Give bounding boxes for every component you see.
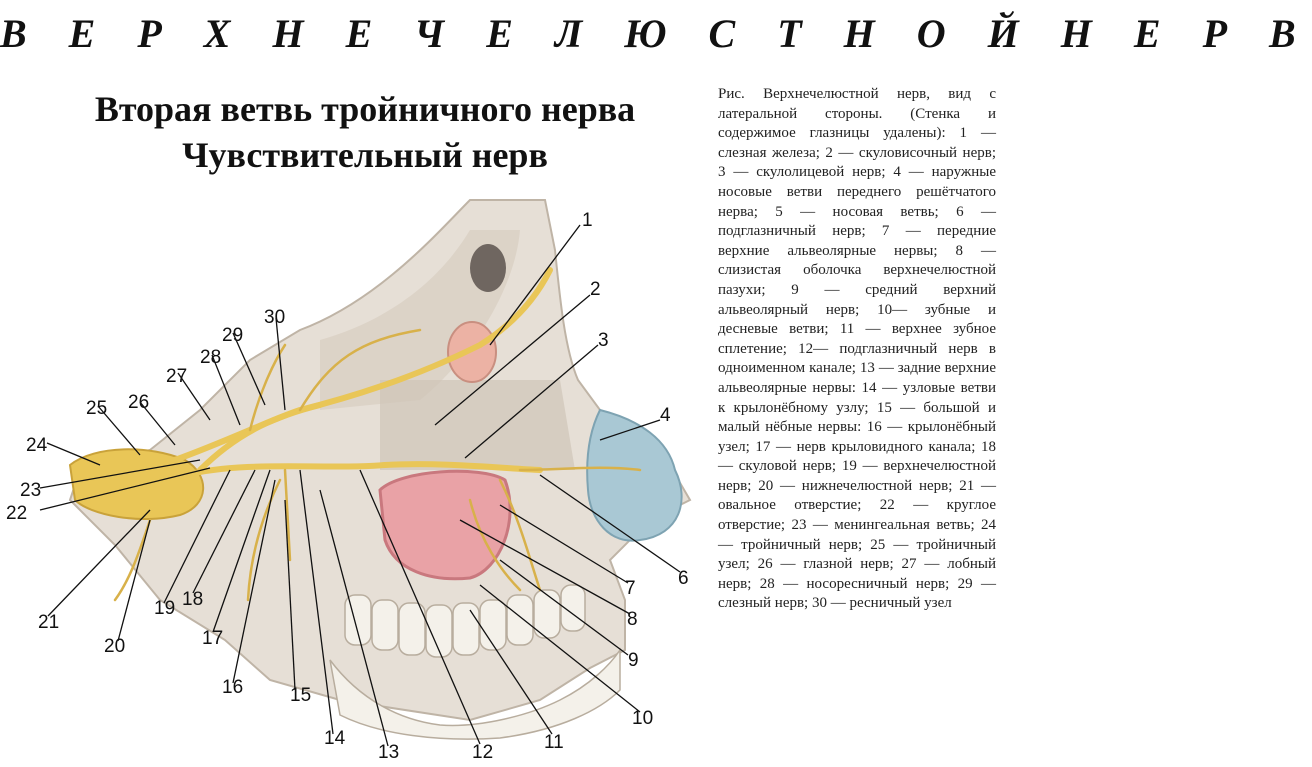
heading-line-2: Чувствительный нерв: [182, 135, 548, 175]
label-27: 27: [166, 366, 188, 387]
label-7: 7: [625, 578, 636, 599]
label-18: 18: [182, 589, 204, 610]
label-3: 3: [598, 330, 609, 351]
label-4: 4: [660, 405, 671, 426]
label-10: 10: [632, 708, 654, 729]
label-23: 23: [20, 480, 42, 501]
figure-caption: Рис. Верхнечелюстной нерв, вид с латеральной стороны. (Стенка и содержимое глазницы удалены): 1 — слезная железа; 2 — скуловисочный нерв; 3 — скулолицевой нерв; 4 — наружные носовые ветви переднего решётчатого нерва; 5 — носовая ветвь; 6 — подглазничный нерв; 7 — передние верхние альвеолярные нервы; 8 — слизистая оболочка верхнечелюстной пазухи; 9 — средний верхний альвеолярный нерв; 10— зубные и десневые ветви; 11 — верхнее зубное сплетение; 12— подглазничный нерв в одноименном канале; 13 — задние верхние альвеолярные нервы: 14 — узловые ветви к крылонёбному узлу; 15 — большой и малый нёбные нервы: 16 — крылонёбный узел; 17 — нерв крыловидного канала; 18 — скуловой нерв; 19 — верхнечелюстной нерв; 20 — нижнечелюстной нерв; 21 — овальное отверстие; 22 — круглое отверстие; 23 — менингеальная ветвь; 24 — тройничный нерв; 25 — тройничный узел; 26 — глазной нерв; 27 — лобный нерв; 28 — носоресничный нерв; 29 — слезный нерв; 30 — ресничный узел: [718, 86, 996, 612]
label-14: 14: [324, 728, 346, 749]
anatomical-figure: [0, 190, 710, 767]
label-30: 30: [264, 307, 286, 328]
label-1: 1: [582, 210, 593, 231]
label-29: 29: [222, 325, 244, 346]
label-25: 25: [86, 398, 108, 419]
label-20: 20: [104, 636, 126, 657]
label-21: 21: [38, 612, 60, 633]
label-6: 6: [678, 568, 689, 589]
label-24: 24: [26, 435, 48, 456]
label-15: 15: [290, 685, 312, 706]
label-8: 8: [627, 609, 638, 630]
maxillary-sinus: [380, 471, 510, 578]
label-2: 2: [590, 279, 601, 300]
label-19: 19: [154, 598, 176, 619]
label-16: 16: [222, 677, 244, 698]
banner-text: В Е Р Х Н Е Ч Е Л Ю С Т Н О Й Н Е Р В: [0, 11, 1312, 56]
label-12: 12: [472, 742, 494, 763]
label-17: 17: [202, 628, 224, 649]
label-13: 13: [378, 742, 400, 763]
label-28: 28: [200, 347, 222, 368]
nose: [587, 410, 681, 541]
label-26: 26: [128, 392, 150, 413]
slide-heading: [40, 86, 690, 178]
label-11: 11: [544, 732, 564, 753]
skull-illustration: [0, 190, 710, 767]
label-22: 22: [6, 503, 28, 524]
label-9: 9: [628, 650, 639, 671]
orbit: [380, 380, 575, 470]
frontal-sinus: [470, 244, 506, 292]
title-banner: [0, 0, 1312, 72]
heading-line-1: Вторая ветвь тройничного нерва: [94, 89, 636, 129]
